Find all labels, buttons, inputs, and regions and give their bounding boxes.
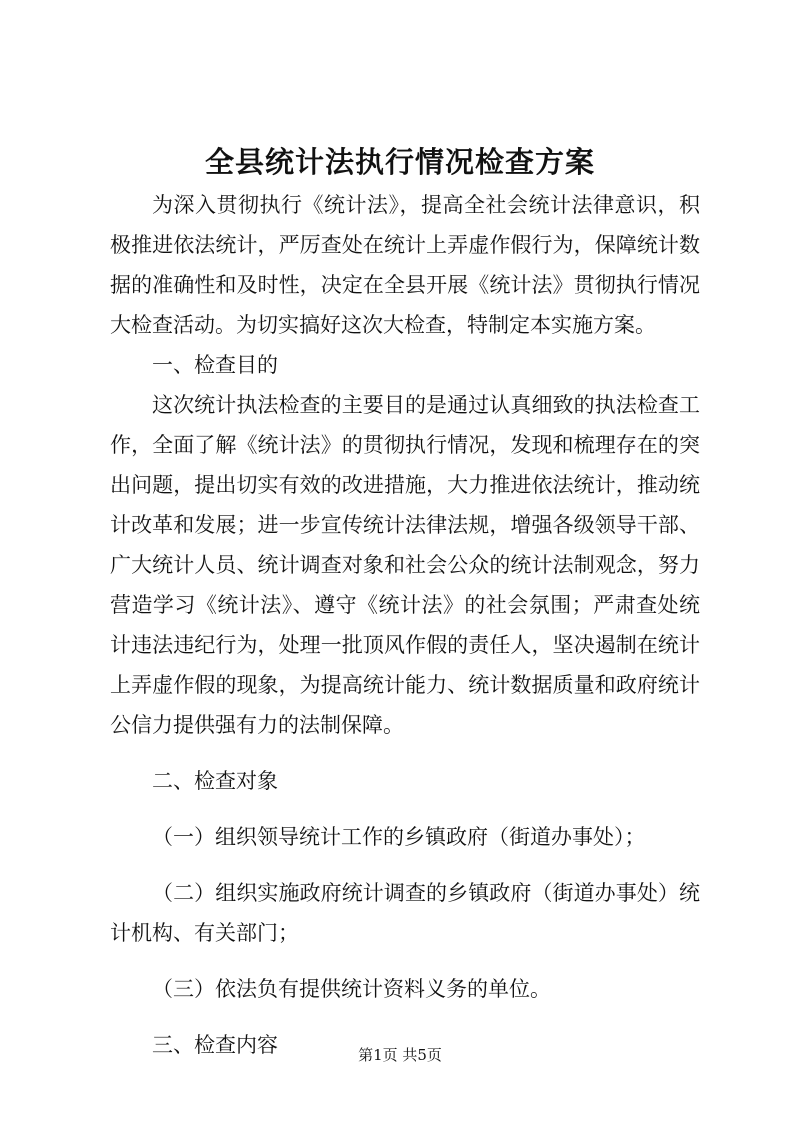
target-item-3: （三）依法负有提供统计资料义务的单位。 [152,977,551,1001]
target-item-2: （二）组织实施政府统计调查的乡镇政府（街道办事处）统计机构、有关部门； [110,881,700,945]
intro-paragraph: 为深入贯彻执行《统计法》，提高全社会统计法律意识，积极推进依法统计，严厉查处在统计上弄虚作假行为，保障统计数据的准确性和及时性，决定在全县开展《统计法》贯彻执行情况大检查活动。为切实搞好这次大检查，特制定本实施方案。 [110,193,700,337]
section-heading-content: 三、检查内容 [152,1033,278,1057]
target-item-1: （一）组织领导统计工作的乡镇政府（街道办事处）； [152,825,646,849]
page-number-footer: 第1页 共5页 [358,1046,442,1064]
section-heading-targets: 二、检查对象 [152,769,278,793]
purpose-paragraph: 这次统计执法检查的主要目的是通过认真细致的执法检查工作，全面了解《统计法》的贯彻执行情况，发现和梳理存在的突出问题，提出切实有效的改进措施，大力推进依法统计，推动统计改革和发展；进一步宣传统计法律法规，增强各级领导干部、广大统计人员、统计调查对象和社会公众的统计法制观念，努力营造学习《统计法》、遵守《统计法》的社会氛围；严肃查处统计违法违纪行为，处理一批顶风作假的责任人，坚决遏制在统计上弄虚作假的现象，为提高统计能力、统计数据质量和政府统计公信力提供强有力的法制保障。 [110,393,700,737]
document-body [110,185,700,1065]
document-title: 全县统计法执行情况检查方案 [204,145,595,179]
section-heading-purpose: 一、检查目的 [152,353,278,377]
